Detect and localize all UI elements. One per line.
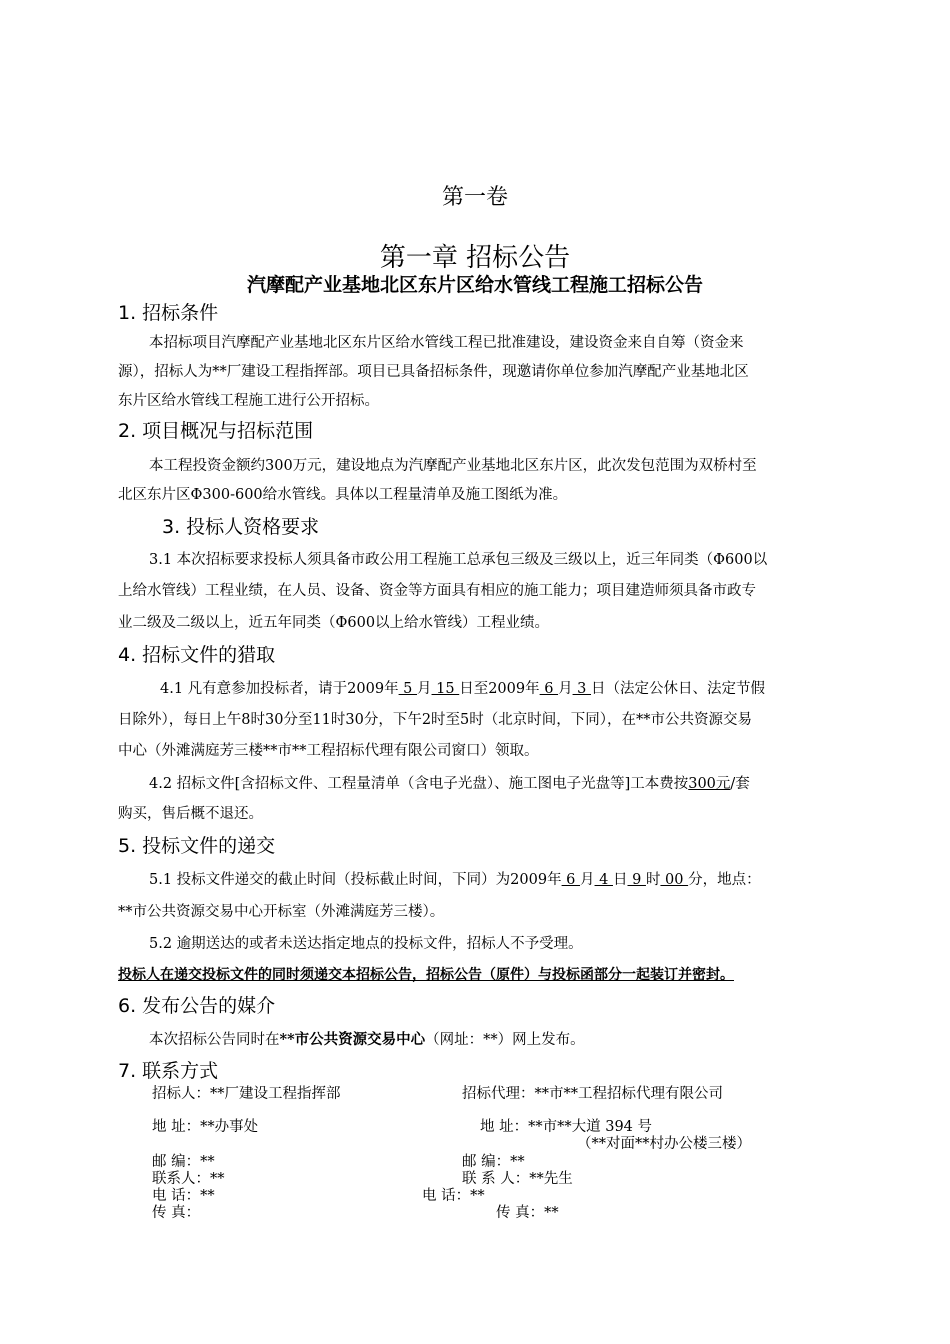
contact-left-org: 招标人：**厂建设工程指挥部 bbox=[152, 1086, 341, 1102]
section-4-line-3: 中心（外滩满庭芳三楼**市**工程招标代理有限公司窗口）领取。 bbox=[118, 743, 539, 759]
section-3-line-3: 业二级及二级以上，近五年同类（Φ600以上给水管线）工程业绩。 bbox=[118, 615, 550, 631]
contact-left-phone: 电 话：** bbox=[152, 1188, 215, 1204]
volume-title: 第一卷 bbox=[441, 185, 508, 210]
contact-left-person: 联系人：** bbox=[152, 1171, 225, 1187]
section-2-line-2: 北区东片区Φ300-600给水管线。具体以工程量清单及施工图纸为准。 bbox=[118, 487, 568, 503]
contact-right-phone: 电 话：** bbox=[422, 1188, 485, 1204]
section-1-line-2: 源），招标人为**厂建设工程指挥部。项目已具备招标条件，现邀请你单位参加汽摩配产业基地北区 bbox=[118, 364, 749, 380]
section-6-line: 本次招标公告同时在**市公共资源交易中心（网址：**）网上发布。 bbox=[149, 1031, 585, 1048]
contact-right-org: 招标代理：**市**工程招标代理有限公司 bbox=[462, 1086, 723, 1102]
contact-left-zip: 邮 编：** bbox=[152, 1154, 215, 1170]
contact-left-fax: 传 真： bbox=[152, 1205, 201, 1221]
section-1-heading: 1. 招标条件 bbox=[118, 302, 219, 324]
section-4-line-2: 日除外），每日上午8时30分至11时30分，下午2时至5时（北京时间，下同），在**市公共资源交易 bbox=[118, 712, 753, 728]
section-4-line-1: 4.1 凡有意参加投标者，请于2009年 5 月 15 日至2009年 6 月 3 日（法定公休日、法定节假 bbox=[160, 681, 766, 697]
section-5-line-2: **市公共资源交易中心开标室（外滩满庭芳三楼）。 bbox=[118, 904, 445, 920]
contact-right-fax: 传 真：** bbox=[496, 1205, 559, 1221]
section-5-line-3: 5.2 逾期送达的或者未送达指定地点的投标文件，招标人不予受理。 bbox=[149, 936, 583, 952]
section-5-heading: 5. 投标文件的递交 bbox=[118, 835, 276, 857]
section-3-heading: 3. 投标人资格要求 bbox=[162, 516, 320, 538]
section-3-line-1: 3.1 本次招标要求投标人须具备市政公用工程施工总承包三级及三级以上，近三年同类（Φ600以 bbox=[149, 552, 768, 568]
contact-right-zip: 邮 编：** bbox=[462, 1154, 525, 1170]
section-7-heading: 7. 联系方式 bbox=[118, 1060, 219, 1082]
section-3-line-2: 上给水管线）工程业绩，在人员、设备、资金等方面具有相应的施工能力；项目建造师须具备市政专 bbox=[118, 583, 756, 599]
contact-right-address: 地 址：**市**大道 394 号 bbox=[480, 1119, 653, 1135]
section-4-heading: 4. 招标文件的猎取 bbox=[118, 644, 276, 666]
notice-title: 汽摩配产业基地北区东片区给水管线工程施工招标公告 bbox=[246, 274, 703, 296]
contact-left-address: 地 址：**办事处 bbox=[152, 1119, 259, 1135]
section-1-line-1: 本招标项目汽摩配产业基地北区东片区给水管线工程已批准建设，建设资金来自自筹（资金来 bbox=[149, 335, 744, 351]
section-4-line-4: 4.2 招标文件[含招标文件、工程量清单（含电子光盘）、施工图电子光盘等]工本费按300元/套 bbox=[149, 776, 750, 792]
chapter-title: 第一章 招标公告 bbox=[379, 243, 571, 273]
contact-right-person: 联 系 人：**先生 bbox=[462, 1171, 573, 1187]
sealing-notice: 投标人在递交投标文件的同时须递交本招标公告，招标公告（原件）与投标函部分一起装订并密封。 bbox=[118, 967, 734, 983]
section-5-line-1: 5.1 投标文件递交的截止时间（投标截止时间，下同）为2009年 6 月 4 日 9 时 00 分，地点： bbox=[149, 872, 761, 888]
section-6-heading: 6. 发布公告的媒介 bbox=[118, 995, 276, 1017]
section-2-line-1: 本工程投资金额约300万元，建设地点为汽摩配产业基地北区东片区，此次发包范围为双桥村至 bbox=[149, 458, 757, 474]
contact-right-address-2: （**对面**村办公楼三楼） bbox=[577, 1136, 751, 1152]
section-4-line-5: 购买，售后概不退还。 bbox=[118, 806, 263, 822]
section-1-line-3: 东片区给水管线工程施工进行公开招标。 bbox=[118, 393, 379, 409]
section-2-heading: 2. 项目概况与招标范围 bbox=[118, 420, 314, 442]
